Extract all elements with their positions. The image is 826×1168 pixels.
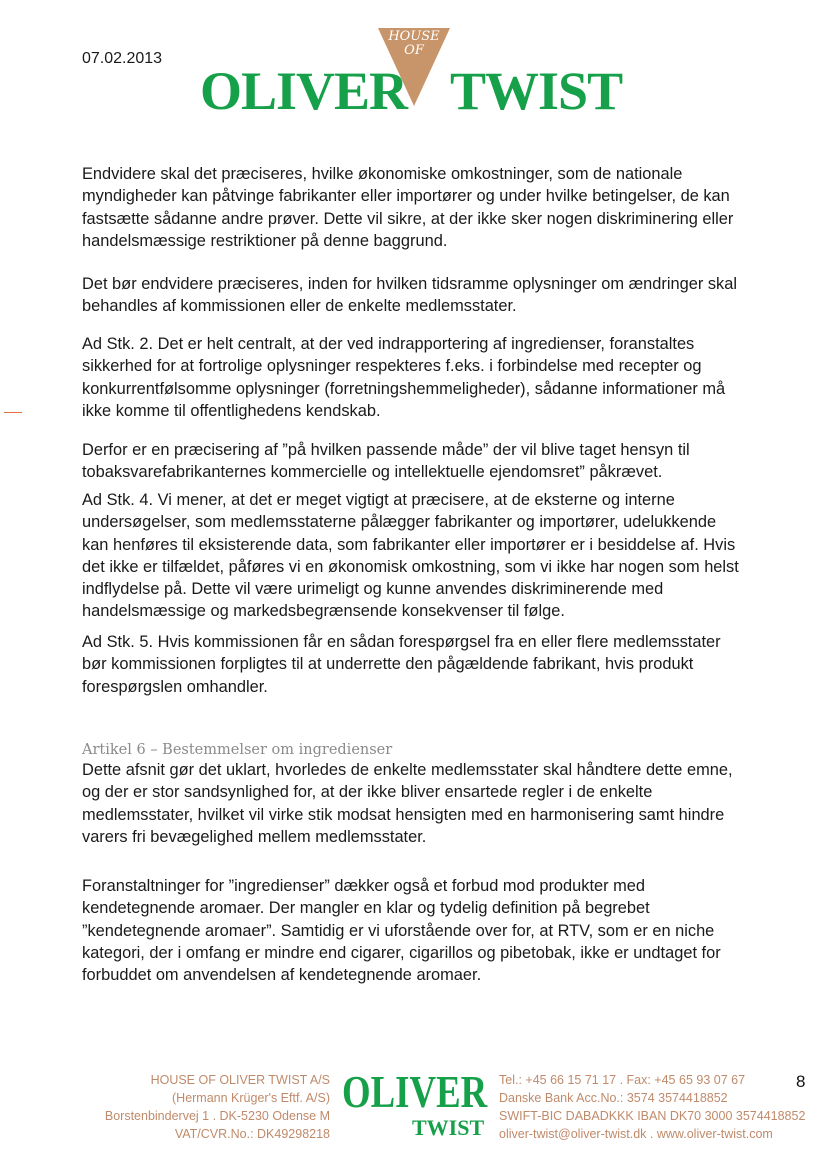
text-line: SWIFT-BIC DABADKKK IBAN DK70 3000 3574418852 — [499, 1109, 806, 1123]
paragraph-4 — [82, 439, 690, 484]
text-line: Endvidere skal det præciseres, hvilke økonomiske omkostninger, som de nationale — [82, 165, 683, 183]
paragraph-6 — [82, 631, 721, 698]
section-heading: Artikel 6 – Bestemmelser om ingredienser — [82, 742, 393, 758]
paragraph-7 — [82, 759, 733, 848]
footer-company-info — [105, 1071, 330, 1143]
paragraph-5 — [82, 489, 739, 623]
paragraph-1 — [82, 163, 733, 252]
text-line: HOUSE OF OLIVER TWIST A/S — [150, 1073, 330, 1087]
text-line: Ad Stk. 2. Det er helt centralt, at der ved indrapportering af ingredienser, foranstaltes — [82, 335, 695, 353]
text-line: Danske Bank Acc.No.: 3574 3574418852 — [499, 1091, 728, 1105]
text-line: Derfor er en præcisering af ”på hvilken passende måde” der vil blive taget hensyn til — [82, 441, 690, 459]
footer-logo-oliver: OLIVER — [342, 1066, 488, 1117]
text-line: varers fri bevægelighed mellem medlemsstater. — [82, 827, 427, 846]
text-line: Ad Stk. 4. Vi mener, at det er meget vigtigt at præcisere, at de eksterne og interne — [82, 491, 675, 509]
text-line: sikkerhed for at fortrolige oplysninger respekteres f.eks. i forbindelse med recepter og — [82, 357, 702, 376]
text-line: Det bør endvidere præciseres, inden for hvilken tidsramme oplysninger om ændringer skal — [82, 275, 738, 293]
text-line: og der er stor sandsynlighed for, at der ikke bliver ensartede regler i de enkelte — [82, 783, 653, 802]
text-line: forespørgslen omhandler. — [82, 677, 268, 696]
text-line: Tel.: +45 66 15 71 17 . Fax: +45 65 93 07 67 — [499, 1073, 746, 1087]
paragraph-3 — [82, 333, 725, 422]
text-line: medlemsstater, hvilket vil virke stik modsat hensigten med en harmonisering samt hindre — [82, 805, 725, 824]
text-line: undersøgelser, som medlemsstaterne pålægger fabrikanter og importører, udelukkende — [82, 513, 717, 532]
text-line: ”kendetegnende aromaer”. Samtidig er vi uforstående over for, at RTV, som er en niche — [82, 921, 715, 940]
text-line: bør kommissionen forpligtes til at underrette den pågældende fabrikant, hvis produkt — [82, 655, 694, 674]
text-line: fastsætte sådanne andre prøver. Dette vil sikre, at der ikke sker nogen diskriminering eller — [82, 209, 734, 228]
text-line: kategori, der i omfang er mindre end cigarer, cigarillos og pibetobak, ikke er undtaget for — [82, 943, 721, 962]
logo-twist: TWIST — [450, 61, 623, 121]
header-logo — [200, 28, 623, 121]
text-line: det ikke er tilfældet, påføres vi en økonomisk omkostning, som vi ikke har nogen som helst — [82, 557, 739, 576]
text-line: Ad Stk. 5. Hvis kommissionen får en sådan forespørgsel fra en eller flere medlemsstater — [82, 633, 721, 651]
paragraph-8 — [82, 875, 721, 986]
text-line: (Hermann Krüger's Eftf. A/S) — [172, 1091, 330, 1105]
text-line: forbuddet om anvendelsen af kendetegnende aromaer. — [82, 966, 482, 985]
footer-logo — [342, 1066, 488, 1142]
document-date: 07.02.2013 — [82, 50, 163, 67]
text-line: handelsmæssige og markedsbegrænsende konsekvenser til følge. — [82, 602, 565, 621]
text-line: behandles af kommissionen eller de enkelte medlemsstater. — [82, 297, 517, 316]
text-line: Foranstaltninger for ”ingredienser” dækker også et forbud mod produkter med — [82, 877, 646, 895]
text-line: VAT/CVR.No.: DK49298218 — [174, 1127, 330, 1141]
text-line: konkurrentfølsomme oplysninger (forretningshemmeligheder), sådanne informationer må — [82, 379, 726, 398]
text-line: myndigheder kan påtvinge fabrikanter eller importører og under hvilke betingelser, de kan — [82, 187, 730, 206]
text-line: Dette afsnit gør det uklart, hvorledes de enkelte medlemsstater skal håndtere dette emne, — [82, 761, 733, 779]
text-line: tobaksvarefabrikanternes kommercielle og intellektuelle ejendomsret” påkrævet. — [82, 463, 663, 482]
logo-oliver: OLIVER — [200, 61, 408, 121]
text-line: kendetegnende aromaer. Der mangler en klar og tydelig definition på begrebet — [82, 899, 650, 918]
footer-contact-info — [499, 1071, 805, 1143]
paragraph-2 — [82, 273, 737, 318]
text-line: handelsmæssige restriktioner på denne baggrund. — [82, 231, 448, 250]
text-line: Borstenbindervej 1 . DK-5230 Odense M — [104, 1109, 330, 1123]
page-number: 8 — [796, 1072, 806, 1091]
footer-logo-twist: TWIST — [412, 1115, 485, 1140]
text-line: oliver-twist@oliver-twist.dk . www.oliver-twist.com — [499, 1127, 773, 1141]
logo-house-of: HOUSE OF — [388, 29, 440, 58]
margin-mark — [4, 412, 22, 413]
text-line: kan henføres til eksisterende data, som fabrikanter eller importører er i besiddelse af. Hvis — [82, 535, 736, 554]
text-line: indflydelse på. Dette vil være urimeligt og kunne anvendes diskriminerende med — [82, 580, 664, 599]
text-line: ikke komme til offentlighedens kendskab. — [82, 401, 381, 420]
